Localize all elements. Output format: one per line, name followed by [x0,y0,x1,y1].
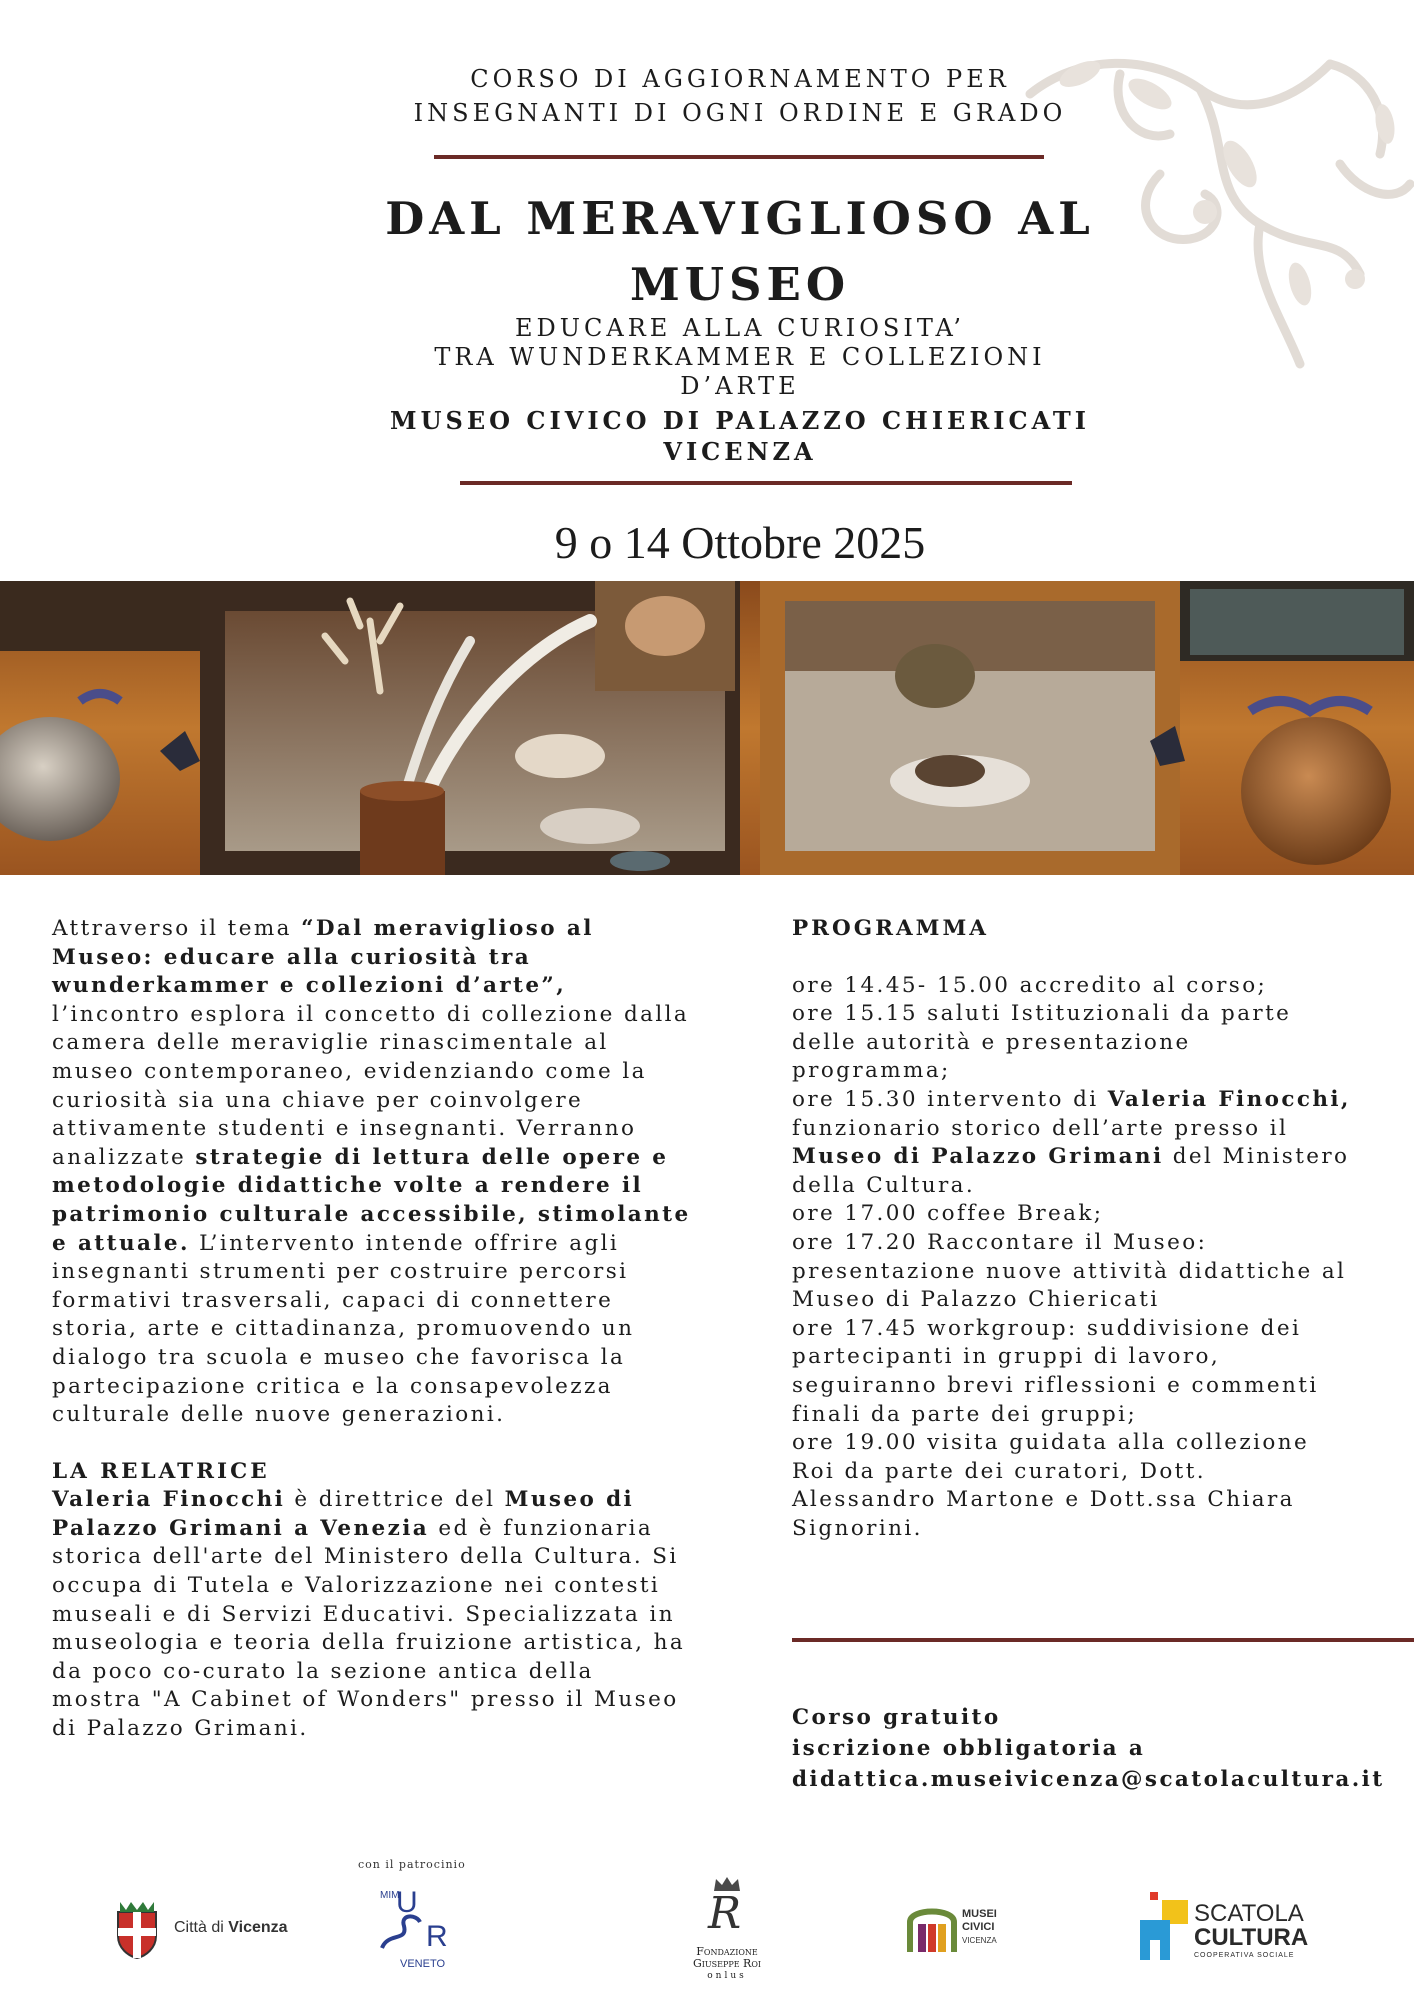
venue-line-2: VICENZA [663,437,817,466]
course-type [300,62,1180,130]
program-item-3 [792,1086,1352,1200]
intro-text-e: L’intervento intende offrire agli insegnanti strumenti per costruire percorsi formativi trasversali, capaci di connettere storia, arte e cittadinanza, promuovendo un dialogo tra scuola e museo che favorisca la partecipazione critica e la consapevolezza culturale delle nuove generazioni. [52,1230,635,1428]
divider-bottom [792,1638,1414,1642]
event-venue [300,405,1180,467]
partner-logos [0,1850,1414,2000]
event-date: 9 o 14 Ottobre 2025 [554,517,926,568]
scatola-line-2: CULTURA [1194,1924,1309,1951]
subtitle-line-1: EDUCARE ALLA CURIOSITA’ [515,314,965,342]
roi-monogram: R [708,1888,742,1939]
musei-line-1: MUSEI [962,1908,997,1920]
roi-line-3: onlus [707,1971,747,1981]
program-item-2: ore 15.15 saluti Istituzionali da parte delle autorità e presentazione programma; [792,1001,1292,1084]
vicenza-crest-icon [112,1898,162,1960]
description-column [52,915,692,1744]
vicenza-logo-text [174,1919,288,1937]
title-line-1: DAL MERAVIGLIOSO AL [385,192,1095,245]
intro-text-a: Attraverso il tema [52,916,302,941]
program-3-text-c: funzionario storico dell’arte presso il [792,1115,1289,1141]
roi-line-2: Giuseppe Roi [692,1957,762,1970]
registration-email[interactable]: didattica.museivicenza@scatolacultura.it [792,1767,1385,1792]
musei-civici-icon [906,1900,958,1952]
roi-line-1: Fondazione [696,1945,758,1958]
subtitle-line-3: D’ARTE [680,372,800,400]
usr-region-label: VENETO [400,1958,446,1970]
program-3-text-e: del Ministero della Cultura. [792,1144,1350,1198]
vicenza-text-a: Città di [174,1919,229,1936]
cabinet-painting-image [0,581,1414,875]
scatola-line-3: COOPERATIVA SOCIALE [1194,1952,1295,1959]
venue-line-1: MUSEO CIVICO DI PALAZZO CHIERICATI [390,406,1090,435]
program-item-7: ore 19.00 visita guidata alla collezione Roi da parte dei curatori, Dott. Alessandro Martone e Dott.ssa Chiara Signorini. [792,1430,1310,1541]
course-line-2: INSEGNANTI DI OGNI ORDINE E GRADO [413,99,1067,127]
bio-text-a: Valeria Finocchi [52,1487,286,1513]
roi-name [672,1946,782,1982]
bio-text-c: Museo di Palazzo Grimani a Venezia [52,1487,635,1541]
divider-middle [460,481,1072,485]
vicenza-text-b: Vicenza [228,1919,288,1936]
bio-text-d: ed è funzionaria storica dell'arte del Ministero della Cultura. Si occupa di Tutela e Valorizzazione nei contesti museali e di Servizi Educativi. Specializzata in museologia e teoria della fruizione artistica, ha da poco co-curato la sezione antica della mostra "A Cabinet of Wonders" presso il Museo di Palazzo Grimani. [52,1515,686,1742]
title-line-2: MUSEO [629,258,851,311]
intro-text-b: “Dal meraviglioso al Museo: educare alla curiosità tra wunderkammer e collezioni d’arte”, [52,916,594,999]
program-item-1: ore 14.45- 15.00 accredito al corso; [792,972,1268,998]
program-3-text-b: Valeria Finocchi, [1107,1086,1351,1112]
scatola-line-1: SCATOLA [1194,1900,1304,1927]
program-item-6: ore 17.45 workgroup: suddivisione dei partecipanti in gruppi di lavoro, seguiranno brevi riflessioni e commenti finali da parte dei gruppi; [792,1315,1319,1427]
usr-wave-icon [378,1912,424,1952]
scatola-cultura-text [1194,1902,1308,1962]
musei-civici-text [962,1908,997,1947]
program-item-5: ore 17.20 Raccontare il Museo: presentazione nuove attività didattiche al Museo di Palazzo Chiericati [792,1229,1347,1313]
intro-paragraph [52,915,692,1430]
usr-letter-u: U [396,1886,418,1919]
program-column [792,915,1352,1543]
speaker-heading: LA RELATRICE [52,1458,270,1484]
bio-text-b: è direttrice del [285,1487,505,1513]
scatola-cultura-icon [1138,1890,1190,1962]
intro-text-d: strategie di lettura delle opere e metodologie didattiche volte a rendere il patrimonio culturale accessibile, stimolante e attuale. [52,1144,691,1256]
musei-line-3: VICENZA [962,1936,997,1945]
free-course-label: Corso gratuito [792,1705,1001,1730]
program-item-4: ore 17.00 coffee Break; [792,1201,1104,1227]
musei-line-2: CIVICI [962,1921,995,1933]
registration-label: iscrizione obbligatoria a [792,1736,1146,1761]
event-title [300,186,1180,318]
divider-top [434,155,1044,159]
program-3-text-a: ore 15.30 intervento di [792,1086,1108,1112]
registration-info [792,1702,1392,1795]
usr-mim-label: MIM [380,1890,400,1901]
patronage-label: con il patrocinio [358,1858,466,1871]
speaker-bio [52,1486,692,1743]
usr-letter-r: R [426,1920,448,1953]
program-3-text-d: Museo di Palazzo Grimani [792,1144,1164,1170]
program-heading: PROGRAMMA [792,916,989,941]
course-line-1: CORSO DI AGGIORNAMENTO PER [470,65,1010,93]
event-subtitle [300,314,1180,401]
subtitle-line-2: TRA WUNDERKAMMER E COLLEZIONI [434,343,1046,371]
intro-text-c: l’incontro esplora il concetto di collezione dalla camera delle meraviglie rinascimentale al museo contemporaneo, evidenziando come la curiosità sia una chiave per coinvolgere attivamente studenti e insegnanti. Verranno analizzate [52,1001,690,1170]
